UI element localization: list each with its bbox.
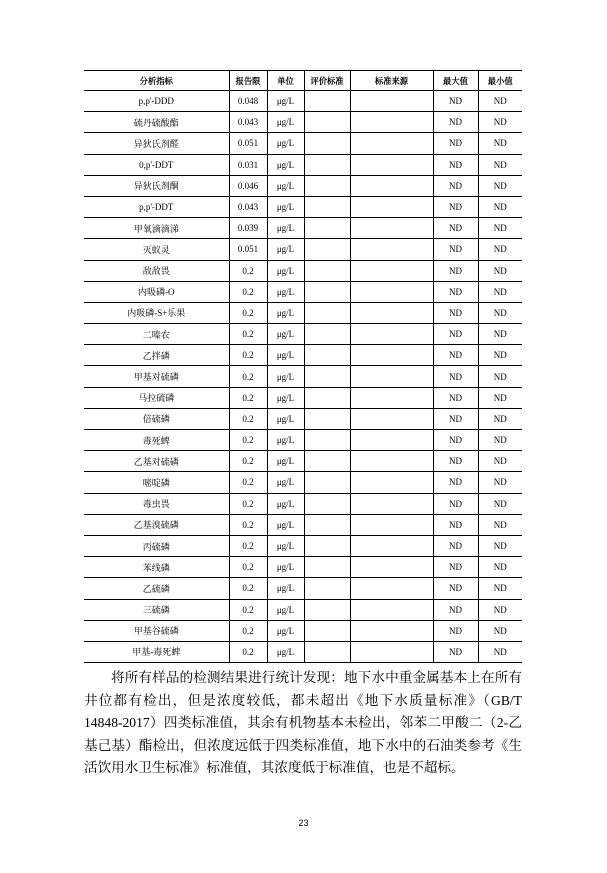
cell-report-limit: 0.2: [229, 387, 267, 408]
cell-evaluation-standard: [304, 366, 350, 387]
table-row: [84, 387, 522, 408]
table-row: [84, 154, 522, 175]
cell-max-value: ND: [433, 535, 478, 556]
cell-analysis-item: 敌敌畏: [84, 260, 229, 281]
table-row: [84, 133, 522, 154]
table-row: [84, 451, 522, 472]
cell-unit: μg/L: [267, 408, 304, 429]
cell-max-value: ND: [433, 302, 478, 323]
table-row: [84, 196, 522, 217]
cell-standard-source: [350, 133, 433, 154]
table-row: [84, 260, 522, 281]
cell-max-value: ND: [433, 239, 478, 260]
cell-unit: μg/L: [267, 451, 304, 472]
cell-evaluation-standard: [304, 345, 350, 366]
table-header-row: [84, 71, 522, 91]
cell-max-value: ND: [433, 112, 478, 133]
cell-evaluation-standard: [304, 154, 350, 175]
cell-max-value: ND: [433, 641, 478, 662]
cell-report-limit: 0.2: [229, 641, 267, 662]
cell-max-value: ND: [433, 154, 478, 175]
cell-min-value: ND: [478, 620, 522, 641]
cell-evaluation-standard: [304, 260, 350, 281]
cell-standard-source: [350, 578, 433, 599]
table-row: [84, 599, 522, 620]
cell-analysis-item: 甲氧滴滴涕: [84, 218, 229, 239]
cell-analysis-item: 乙拌磷: [84, 345, 229, 366]
cell-unit: μg/L: [267, 281, 304, 302]
cell-unit: μg/L: [267, 366, 304, 387]
cell-min-value: ND: [478, 451, 522, 472]
cell-unit: μg/L: [267, 493, 304, 514]
cell-unit: μg/L: [267, 133, 304, 154]
analysis-results-table: [84, 70, 522, 663]
cell-analysis-item: 乙基对硫磷: [84, 451, 229, 472]
cell-max-value: ND: [433, 281, 478, 302]
table-row: [84, 557, 522, 578]
cell-evaluation-standard: [304, 578, 350, 599]
cell-evaluation-standard: [304, 535, 350, 556]
cell-report-limit: 0.048: [229, 91, 267, 112]
table-row: [84, 218, 522, 239]
cell-unit: μg/L: [267, 239, 304, 260]
cell-analysis-item: 毒死蜱: [84, 430, 229, 451]
cell-standard-source: [350, 430, 433, 451]
table-row: [84, 302, 522, 323]
cell-min-value: ND: [478, 218, 522, 239]
cell-evaluation-standard: [304, 599, 350, 620]
cell-report-limit: 0.031: [229, 154, 267, 175]
cell-analysis-item: p,p'-DDT: [84, 196, 229, 217]
cell-min-value: ND: [478, 175, 522, 196]
cell-unit: μg/L: [267, 430, 304, 451]
cell-report-limit: 0.2: [229, 535, 267, 556]
cell-min-value: ND: [478, 154, 522, 175]
cell-unit: μg/L: [267, 175, 304, 196]
cell-evaluation-standard: [304, 387, 350, 408]
cell-min-value: ND: [478, 260, 522, 281]
table-body: [84, 91, 522, 663]
cell-evaluation-standard: [304, 112, 350, 133]
cell-unit: μg/L: [267, 196, 304, 217]
cell-min-value: ND: [478, 112, 522, 133]
cell-min-value: ND: [478, 557, 522, 578]
table-row: [84, 239, 522, 260]
cell-report-limit: 0.051: [229, 133, 267, 154]
cell-evaluation-standard: [304, 302, 350, 323]
cell-analysis-item: 丙硫磷: [84, 535, 229, 556]
cell-min-value: ND: [478, 514, 522, 535]
cell-unit: μg/L: [267, 620, 304, 641]
cell-standard-source: [350, 557, 433, 578]
page-number: 23: [298, 818, 309, 828]
table-row: [84, 472, 522, 493]
cell-standard-source: [350, 514, 433, 535]
cell-unit: μg/L: [267, 302, 304, 323]
cell-analysis-item: 甲基对硫磷: [84, 366, 229, 387]
cell-min-value: ND: [478, 493, 522, 514]
table-row: [84, 578, 522, 599]
cell-min-value: ND: [478, 302, 522, 323]
cell-min-value: ND: [478, 641, 522, 662]
cell-max-value: ND: [433, 218, 478, 239]
cell-standard-source: [350, 366, 433, 387]
cell-evaluation-standard: [304, 430, 350, 451]
cell-report-limit: 0.2: [229, 514, 267, 535]
cell-evaluation-standard: [304, 472, 350, 493]
cell-unit: μg/L: [267, 557, 304, 578]
cell-min-value: ND: [478, 578, 522, 599]
cell-unit: μg/L: [267, 218, 304, 239]
cell-evaluation-standard: [304, 91, 350, 112]
cell-standard-source: [350, 451, 433, 472]
cell-evaluation-standard: [304, 239, 350, 260]
cell-min-value: ND: [478, 366, 522, 387]
header-evaluation-standard: 评价标准: [304, 71, 350, 91]
cell-analysis-item: 异狄氏剂酮: [84, 175, 229, 196]
cell-analysis-item: 甲基-毒死蜱: [84, 641, 229, 662]
cell-report-limit: 0.043: [229, 112, 267, 133]
cell-unit: μg/L: [267, 112, 304, 133]
cell-report-limit: 0.2: [229, 281, 267, 302]
cell-evaluation-standard: [304, 641, 350, 662]
cell-evaluation-standard: [304, 281, 350, 302]
cell-evaluation-standard: [304, 493, 350, 514]
cell-unit: μg/L: [267, 324, 304, 345]
cell-standard-source: [350, 260, 433, 281]
table-row: [84, 641, 522, 662]
cell-unit: μg/L: [267, 599, 304, 620]
cell-standard-source: [350, 408, 433, 429]
cell-report-limit: 0.2: [229, 493, 267, 514]
cell-analysis-item: 三硫磷: [84, 599, 229, 620]
cell-max-value: ND: [433, 408, 478, 429]
cell-max-value: ND: [433, 620, 478, 641]
cell-min-value: ND: [478, 535, 522, 556]
cell-report-limit: 0.2: [229, 366, 267, 387]
cell-analysis-item: 乙硫磷: [84, 578, 229, 599]
cell-standard-source: [350, 196, 433, 217]
cell-max-value: ND: [433, 387, 478, 408]
cell-analysis-item: 马拉硫磷: [84, 387, 229, 408]
cell-report-limit: 0.051: [229, 239, 267, 260]
table-row: [84, 493, 522, 514]
cell-max-value: ND: [433, 430, 478, 451]
table-row: [84, 281, 522, 302]
cell-analysis-item: 内吸磷-S+乐果: [84, 302, 229, 323]
header-unit: 单位: [267, 71, 304, 91]
cell-report-limit: 0.2: [229, 324, 267, 345]
header-standard-source: 标准来源: [350, 71, 433, 91]
cell-standard-source: [350, 218, 433, 239]
cell-report-limit: 0.2: [229, 472, 267, 493]
cell-standard-source: [350, 641, 433, 662]
cell-standard-source: [350, 91, 433, 112]
cell-unit: μg/L: [267, 387, 304, 408]
cell-report-limit: 0.2: [229, 430, 267, 451]
cell-min-value: ND: [478, 91, 522, 112]
cell-report-limit: 0.039: [229, 218, 267, 239]
cell-analysis-item: 倍硫磷: [84, 408, 229, 429]
cell-max-value: ND: [433, 345, 478, 366]
summary-paragraph: 将所有样品的检测结果进行统计发现：地下水中重金属基本上在所有井位都有检出，但是浓度较低，都未超出《地下水质量标准》（GB/T 14848-2017）四类标准值，其余有机物基本未检出，邻苯二甲酸二（2-乙基己基）酯检出，但浓度远低于四类标准值，地下水中的石油类参考《生活饮用水卫生标准》标准值，其浓度低于标准值，也是不超标。: [84, 670, 522, 776]
cell-report-limit: 0.2: [229, 578, 267, 599]
cell-min-value: ND: [478, 472, 522, 493]
cell-report-limit: 0.046: [229, 175, 267, 196]
cell-evaluation-standard: [304, 133, 350, 154]
table-row: [84, 345, 522, 366]
cell-report-limit: 0.2: [229, 302, 267, 323]
cell-analysis-item: 毒虫畏: [84, 493, 229, 514]
cell-analysis-item: 二嗪农: [84, 324, 229, 345]
cell-analysis-item: 苯线磷: [84, 557, 229, 578]
cell-evaluation-standard: [304, 175, 350, 196]
cell-standard-source: [350, 620, 433, 641]
cell-report-limit: 0.2: [229, 345, 267, 366]
cell-standard-source: [350, 387, 433, 408]
cell-standard-source: [350, 599, 433, 620]
cell-max-value: ND: [433, 514, 478, 535]
cell-analysis-item: 异狄氏剂醛: [84, 133, 229, 154]
cell-standard-source: [350, 112, 433, 133]
cell-min-value: ND: [478, 408, 522, 429]
cell-max-value: ND: [433, 451, 478, 472]
cell-min-value: ND: [478, 133, 522, 154]
cell-unit: μg/L: [267, 345, 304, 366]
cell-min-value: ND: [478, 599, 522, 620]
table-row: [84, 430, 522, 451]
cell-evaluation-standard: [304, 408, 350, 429]
cell-unit: μg/L: [267, 578, 304, 599]
header-max-value: 最大值: [433, 71, 478, 91]
cell-analysis-item: 嘧啶磷: [84, 472, 229, 493]
cell-report-limit: 0.043: [229, 196, 267, 217]
cell-analysis-item: 0,p'-DDT: [84, 154, 229, 175]
cell-evaluation-standard: [304, 218, 350, 239]
cell-standard-source: [350, 472, 433, 493]
table-row: [84, 175, 522, 196]
cell-min-value: ND: [478, 387, 522, 408]
cell-report-limit: 0.2: [229, 408, 267, 429]
cell-standard-source: [350, 324, 433, 345]
cell-unit: μg/L: [267, 154, 304, 175]
cell-max-value: ND: [433, 175, 478, 196]
cell-unit: μg/L: [267, 641, 304, 662]
cell-max-value: ND: [433, 133, 478, 154]
cell-min-value: ND: [478, 239, 522, 260]
cell-min-value: ND: [478, 281, 522, 302]
cell-evaluation-standard: [304, 514, 350, 535]
cell-report-limit: 0.2: [229, 260, 267, 281]
cell-evaluation-standard: [304, 557, 350, 578]
cell-report-limit: 0.2: [229, 599, 267, 620]
cell-unit: μg/L: [267, 91, 304, 112]
table-row: [84, 620, 522, 641]
cell-max-value: ND: [433, 324, 478, 345]
cell-unit: μg/L: [267, 260, 304, 281]
cell-standard-source: [350, 345, 433, 366]
cell-max-value: ND: [433, 493, 478, 514]
cell-max-value: ND: [433, 472, 478, 493]
cell-standard-source: [350, 154, 433, 175]
cell-standard-source: [350, 493, 433, 514]
cell-min-value: ND: [478, 196, 522, 217]
cell-standard-source: [350, 239, 433, 260]
cell-standard-source: [350, 535, 433, 556]
cell-analysis-item: 硫丹硫酸酯: [84, 112, 229, 133]
table-row: [84, 408, 522, 429]
cell-evaluation-standard: [304, 324, 350, 345]
table-row: [84, 514, 522, 535]
cell-unit: μg/L: [267, 472, 304, 493]
table-row: [84, 324, 522, 345]
cell-analysis-item: 甲基谷硫磷: [84, 620, 229, 641]
table-row: [84, 366, 522, 387]
cell-report-limit: 0.2: [229, 451, 267, 472]
cell-analysis-item: 灭蚁灵: [84, 239, 229, 260]
cell-analysis-item: p,p'-DDD: [84, 91, 229, 112]
cell-evaluation-standard: [304, 620, 350, 641]
cell-report-limit: 0.2: [229, 620, 267, 641]
cell-max-value: ND: [433, 578, 478, 599]
cell-standard-source: [350, 302, 433, 323]
cell-unit: μg/L: [267, 535, 304, 556]
table-row: [84, 112, 522, 133]
cell-standard-source: [350, 281, 433, 302]
cell-unit: μg/L: [267, 514, 304, 535]
cell-max-value: ND: [433, 599, 478, 620]
cell-evaluation-standard: [304, 451, 350, 472]
cell-analysis-item: 内吸磷-O: [84, 281, 229, 302]
cell-evaluation-standard: [304, 196, 350, 217]
cell-min-value: ND: [478, 345, 522, 366]
cell-min-value: ND: [478, 324, 522, 345]
table-row: [84, 535, 522, 556]
cell-analysis-item: 乙基溴硫磷: [84, 514, 229, 535]
cell-max-value: ND: [433, 91, 478, 112]
cell-min-value: ND: [478, 430, 522, 451]
cell-report-limit: 0.2: [229, 557, 267, 578]
cell-max-value: ND: [433, 366, 478, 387]
table-row: [84, 91, 522, 112]
cell-max-value: ND: [433, 557, 478, 578]
header-min-value: 最小值: [478, 71, 522, 91]
header-report-limit: 报告限: [229, 71, 267, 91]
cell-standard-source: [350, 175, 433, 196]
cell-max-value: ND: [433, 196, 478, 217]
header-analysis-item: 分析指标: [84, 71, 229, 91]
cell-max-value: ND: [433, 260, 478, 281]
